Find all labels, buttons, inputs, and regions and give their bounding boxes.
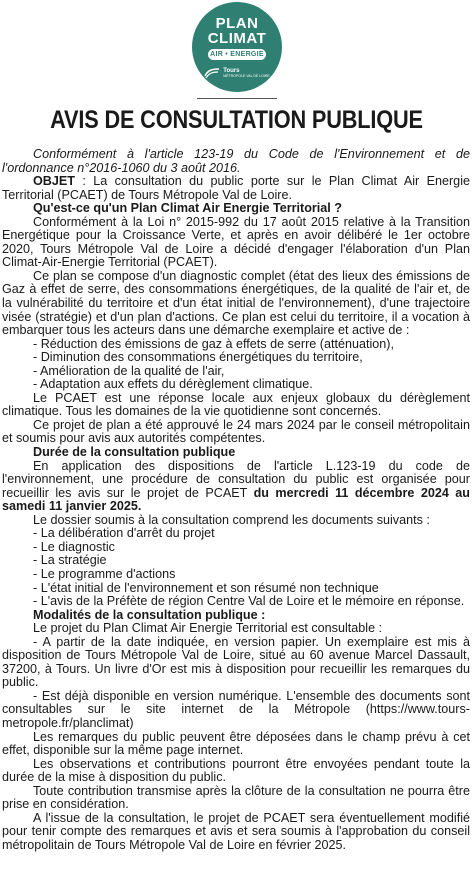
paragraph-cloture: Toute contribution transmise après la clôture de la consultation ne pourra être prise en considération. <box>2 783 470 812</box>
objet-paragraph <box>2 175 470 202</box>
paragraph-procedure <box>2 460 470 514</box>
consultation-dates: du mercredi 11 décembre 2024 au samedi 11 janvier 2025. <box>2 485 470 514</box>
logo-brand-name: Tours <box>223 68 240 74</box>
notice-body <box>2 148 470 852</box>
logo-brand-text <box>223 68 269 78</box>
paragraph-issue: A l'issue de la consultation, le projet de PCAET sera éventuellement modifié pour tenir compte des remarques et avis et sera soumis à l'approbation du conseil métropolitain de Tours Métropole Val de Loire en février 2025. <box>2 810 470 852</box>
paragraph-dossier: Le dossier soumis à la consultation comprend les documents suivants : <box>33 512 430 527</box>
logo-brand-sub: MÉTROPOLE VAL DE LOIRE <box>223 74 270 78</box>
paragraph-observations: Les observations et contributions pourront être envoyées pendant toute la durée de la mise à disposition du public. <box>2 756 470 785</box>
list-item: - Adaptation aux effets du dérèglement climatique. <box>33 377 313 392</box>
paragraph-plan: Ce plan se compose d'un diagnostic complet (état des lieux des émissions de Gaz à effet de serre, des consommations énergétiques, de la qualité de l'air et, de la vulnérabilité du territoire et d'un état initial de l'environnement), d'une trajectoire visée (stratégie) et d'un plan d'actions. Ce plan est celui du territoire, il a vocation à embarquer tous les acteurs dans une démarche exemplaire et active de : <box>2 268 470 338</box>
tours-brand-icon <box>204 67 220 79</box>
paragraph-reponse: Le PCAET est une réponse locale aux enjeux globaux du dérèglement climatique. Tous les domaines de la vie quotidienne sont concernés. <box>2 390 470 419</box>
heading-question: Qu'est-ce qu'un Plan Climat Air Energie Territorial ? <box>33 201 342 216</box>
list-item: - La délibération d'arrêt du projet <box>33 526 215 541</box>
title-divider <box>197 98 277 99</box>
list-item: - Le programme d'actions <box>33 566 176 581</box>
logo-line2: CLIMAT <box>207 30 267 47</box>
heading-modalites: Modalités de la consultation publique : <box>33 607 266 622</box>
paragraph-approbation: Ce projet de plan a été approuvé le 24 mars 2024 par le conseil métropolitain et soumis pour avis aux autorités compétentes. <box>2 417 470 446</box>
paragraph-loi: Conformément à la Loi n° 2015-992 du 17 août 2015 relative à la Transition Energétique pour la Croissance Verte, et après en avoir délibéré le 1er octobre 2020, Tours Métropole Val de Loire a décidé d'engager l'élaboration d'un Plan Climat-Air-Energie Territorial (PCAET). <box>2 214 470 270</box>
logo-tagline: AIR • ENERGIE <box>208 49 266 60</box>
intro-reference: Conformément à l'article 123-19 du Code de l'Environnement et de l'ordonnance n°2016-1060 du 3 août 2016. <box>2 147 470 175</box>
list-item: - Diminution des consommations énergétiques du territoire, <box>33 350 363 365</box>
list-item: - Amélioration de la qualité de l'air, <box>33 363 225 378</box>
paragraph-consultable: Le projet du Plan Climat Air Energie Territorial est consultable : <box>33 621 383 636</box>
page-title: AVIS DE CONSULTATION PUBLIQUE <box>50 106 423 134</box>
list-item: - L'état initial de l'environnement et son résumé non technique <box>33 580 379 595</box>
objet-label: OBJET <box>33 174 75 189</box>
logo-line1: PLAN <box>215 15 259 32</box>
list-item: - Le diagnostic <box>33 539 115 554</box>
paragraph-numerique: - Est déjà disponible en version numérique. L'ensemble des documents sont consultables sur le site internet de la Métropole (https://www.tours-metropole.fr/planclimat) <box>2 688 470 730</box>
list-item: - La stratégie <box>33 553 107 568</box>
plan-climat-logo <box>192 2 282 92</box>
list-item: - L'avis de la Préfète de région Centre Val de Loire et le mémoire en réponse. <box>33 594 465 609</box>
procedure-text: En application des dispositions de l'article L.123-19 du code de l'environnement, une procédure de consultation du public est organisée pour recueillir les avis sur le projet de PCAET <box>2 458 470 500</box>
paragraph-papier: - A partir de la date indiquée, en version papier. Un exemplaire est mis à disposition de Tours Métropole Val de Loire, situé au 60 avenue Marcel Dassault, 37200, à Tours. Un livre d'Or est mis à disposition pour recueillir les remarques du public. <box>2 634 470 690</box>
logo-badge <box>192 2 282 92</box>
logo-brand <box>192 64 282 82</box>
heading-duree: Durée de la consultation publique <box>33 445 236 460</box>
objet-text: : La consultation du public porte sur le Plan Climat Air Energie Territorial (PCAET) de Tours Métropole Val de Loire. <box>2 174 470 202</box>
list-item: - Réduction des émissions de gaz à effets de serre (atténuation), <box>33 336 394 351</box>
paragraph-remarques: Les remarques du public peuvent être déposées dans le champ prévu à cet effet, disponible sur la même page internet. <box>2 729 470 758</box>
